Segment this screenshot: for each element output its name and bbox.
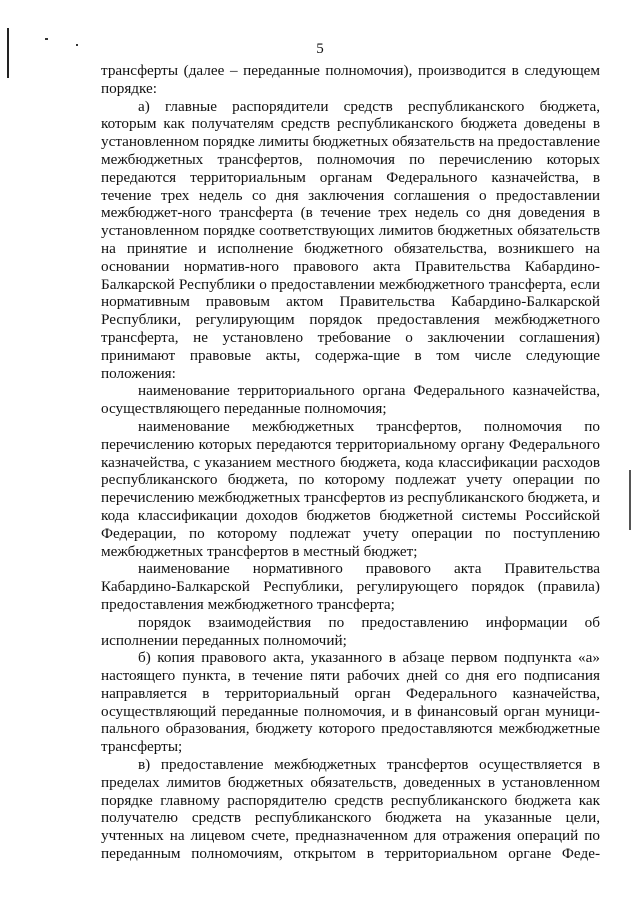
paragraph-interaction-procedure: порядок взаимодействия по предоставлению информации об исполнении переданных полномочий; [101, 613, 600, 649]
paragraph-subitem-a: а) главные распорядители средств республиканского бюджета, которым как получателям средств республиканского бюджета доведены в установленном порядке лимиты бюджетных обязательств на предоставление межбюджетных трансфертов, полномочия по перечислению которых передаются территориальным органам Федерального казначейства, в течение трех недель со дня заключения соглашения о предоставлении межбюджет-ного трансферта (в течение трех недель со дня доведения в установленном порядке соответствующих лимитов бюджетных обязательств на принятие и исполнение бюджетного обязательства, возникшего на основании норматив-ного правового акта Правительства Кабардино-Балкарской Республики о предоставлении межбюджетного трансферта, если нормативным правовым актом Правительства Кабардино-Балкарской Республики, регулирующим порядок предоставления межбюджетного трансферта, не установлено требование о заключении соглашения) принимают правовые акты, содержа-щие в том числе следующие положения: [101, 97, 600, 382]
scan-edge-mark [629, 470, 631, 530]
paragraph-legal-act-name: наименование нормативного правового акта Правительства Кабардино-Балкарской Республики, регулирующего порядок (правила) предоставления межбюджетного трансферта; [101, 560, 600, 613]
paragraph-territorial-organ-name: наименование территориального органа Федерального казначейства, осуществляющего переданные полномочия; [101, 382, 600, 418]
paragraph-continuation: трансферты (далее – переданные полномочия), производится в следующем порядке: [101, 62, 600, 97]
page-number: 5 [316, 41, 324, 57]
document-body [101, 62, 600, 863]
paragraph-subitem-b: б) копия правового акта, указанного в абзаце первом подпункта «а» настоящего пункта, в течение пяти рабочих дней со дня его подписания направляется в территориальный орган Федерального казначейства, осуществляющий переданные полномочия, и в финансовый орган муници-пального образования, бюджету которого предоставляются межбюджетные трансферты; [101, 649, 600, 756]
paragraph-subitem-v: в) предоставление межбюджетных трансфертов осуществляется в пределах лимитов бюджетных обязательств, доведенных в установленном порядке главному распорядителю средств республиканского бюджета как получателю средств республиканского бюджета на указанные цели, учтенных на лицевом счете, предназначенном для отражения операций по переданным полномочиям, открытом в территориальном органе Феде- [101, 756, 600, 863]
paragraph-transfer-name: наименование межбюджетных трансфертов, полномочия по перечислению которых передаются территориальному органу Федерального казначейства, с указанием местного бюджета, кода классификации расходов республиканского бюджета, по которому подлежат учету операции по перечислению межбюджетных трансфертов из республиканского бюджета, и кода классификации доходов бюджетов бюджетной системы Российской Федерации, по которому подлежат учету операции по поступлению межбюджетных трансфертов в местный бюджет; [101, 417, 600, 560]
